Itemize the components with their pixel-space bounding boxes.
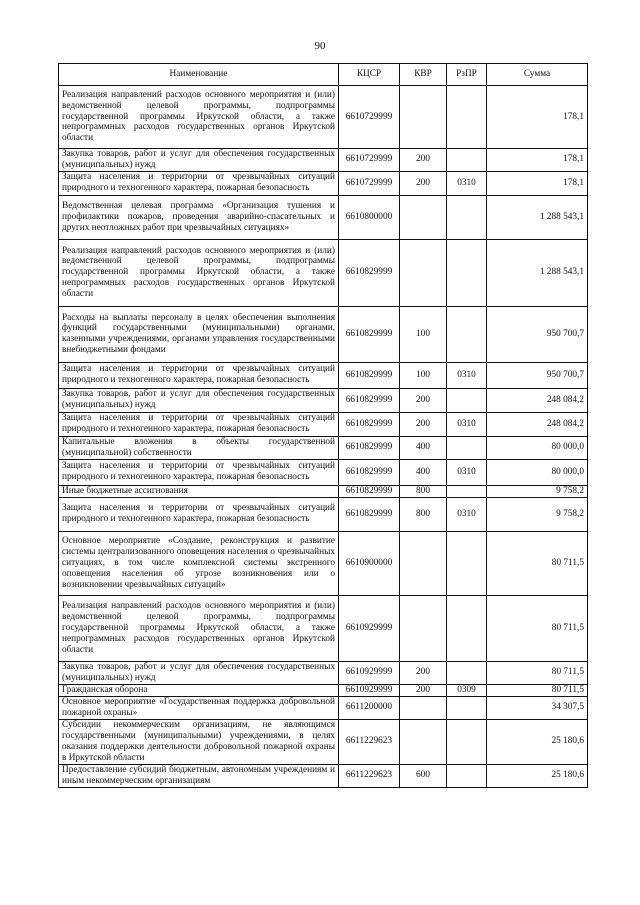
- row-rzpr: [447, 195, 487, 239]
- row-kvr: 100: [400, 362, 447, 388]
- row-rzpr: [447, 696, 487, 719]
- row-kvr: 800: [400, 497, 447, 531]
- table-row: [59, 764, 588, 787]
- table-row: [59, 306, 588, 362]
- row-kvr: 200: [400, 412, 447, 436]
- row-sum: 950 700,7: [487, 362, 588, 388]
- row-name: Иные бюджетные ассигнования: [59, 485, 339, 497]
- row-kvr: [400, 531, 447, 595]
- table-row: [59, 412, 588, 436]
- row-kcsr: 6610829999: [339, 388, 400, 412]
- row-rzpr: 0310: [447, 497, 487, 531]
- table-row: [59, 86, 588, 149]
- table-row: [59, 696, 588, 719]
- row-kcsr: 6610729999: [339, 171, 400, 195]
- row-kvr: 200: [400, 661, 447, 684]
- row-rzpr: 0310: [447, 171, 487, 195]
- row-kvr: 400: [400, 459, 447, 485]
- row-name: Защита населения и территории от чрезвычайных ситуаций природного и техногенного характера, пожарная безопасность: [59, 362, 339, 388]
- table-row: [59, 436, 588, 459]
- row-name: Капитальные вложения в объекты государственной (муниципальной) собственности: [59, 436, 339, 459]
- row-sum: 178,1: [487, 149, 588, 172]
- row-kcsr: 6610829999: [339, 362, 400, 388]
- row-name: Реализация направлений расходов основного мероприятия и (или) ведомственной целевой программы, подпрограммы государственной программы Иркутской области, а также непрограммных расходов государственных органов Иркутской области: [59, 239, 339, 306]
- table-row: [59, 661, 588, 684]
- row-sum: 1 288 543,1: [487, 239, 588, 306]
- row-kcsr: 6610829999: [339, 239, 400, 306]
- row-sum: 178,1: [487, 171, 588, 195]
- row-name: Закупка товаров, работ и услуг для обеспечения государственных (муниципальных) нужд: [59, 149, 339, 172]
- row-kvr: [400, 595, 447, 661]
- row-sum: 80 711,5: [487, 595, 588, 661]
- row-rzpr: [447, 306, 487, 362]
- row-kcsr: 6610829999: [339, 306, 400, 362]
- row-name: Реализация направлений расходов основного мероприятия и (или) ведомственной целевой программы, подпрограммы государственной программы Иркутской области, а также непрограммных расходов государственных органов Иркутской области: [59, 86, 339, 149]
- row-name: Ведомственная целевая программа «Организация тушения и профилактики пожаров, проведения аварийно-спасательных и других неотложных работ при чрезвычайных ситуациях»: [59, 195, 339, 239]
- row-rzpr: [447, 436, 487, 459]
- row-rzpr: [447, 595, 487, 661]
- row-kcsr: 6610829999: [339, 497, 400, 531]
- row-name: Защита населения и территории от чрезвычайных ситуаций природного и техногенного характера, пожарная безопасность: [59, 171, 339, 195]
- row-rzpr: 0309: [447, 684, 487, 696]
- row-sum: 9 758,2: [487, 497, 588, 531]
- row-sum: 80 000,0: [487, 436, 588, 459]
- header-kvr: КВР: [400, 64, 447, 86]
- header-sum: Сумма: [487, 64, 588, 86]
- row-sum: 248 084,2: [487, 388, 588, 412]
- row-rzpr: 0310: [447, 412, 487, 436]
- row-sum: 80 000,0: [487, 459, 588, 485]
- row-sum: 1 288 543,1: [487, 195, 588, 239]
- row-kvr: 600: [400, 764, 447, 787]
- row-name: Закупка товаров, работ и услуг для обеспечения государственных (муниципальных) нужд: [59, 388, 339, 412]
- row-kvr: 400: [400, 436, 447, 459]
- row-kvr: 100: [400, 306, 447, 362]
- row-kcsr: 6610929999: [339, 595, 400, 661]
- table-row: [59, 362, 588, 388]
- row-name: Основное мероприятие «Государственная поддержка добровольной пожарной охраны»: [59, 696, 339, 719]
- row-sum: 25 180,6: [487, 764, 588, 787]
- row-kvr: [400, 239, 447, 306]
- row-kvr: [400, 86, 447, 149]
- row-kvr: [400, 195, 447, 239]
- row-kcsr: 6611229623: [339, 719, 400, 764]
- row-sum: 950 700,7: [487, 306, 588, 362]
- table-row: [59, 195, 588, 239]
- row-kcsr: 6610929999: [339, 661, 400, 684]
- budget-table: [58, 63, 588, 788]
- table-row: [59, 595, 588, 661]
- row-name: Расходы на выплаты персоналу в целях обеспечения выполнения функций государственными (муниципальными) органами, казенными учреждениями, органами управления государственными внебюджетными фондами: [59, 306, 339, 362]
- row-sum: 248 084,2: [487, 412, 588, 436]
- row-rzpr: [447, 531, 487, 595]
- row-kcsr: 6610729999: [339, 149, 400, 172]
- row-rzpr: 0310: [447, 459, 487, 485]
- row-name: Субсидии некоммерческим организациям, не являющимся государственными (муниципальными) учреждениями, в целях оказания поддержки деятельности добровольной пожарной охраны в Иркутской области: [59, 719, 339, 764]
- row-rzpr: 0310: [447, 362, 487, 388]
- row-kcsr: 6610829999: [339, 436, 400, 459]
- table-row: [59, 171, 588, 195]
- row-sum: 178,1: [487, 86, 588, 149]
- row-rzpr: [447, 149, 487, 172]
- row-kvr: 200: [400, 149, 447, 172]
- row-rzpr: [447, 239, 487, 306]
- row-kvr: 200: [400, 388, 447, 412]
- row-name: Защита населения и территории от чрезвычайных ситуаций природного и техногенного характера, пожарная безопасность: [59, 459, 339, 485]
- table-row: [59, 149, 588, 172]
- row-kcsr: 6610800000: [339, 195, 400, 239]
- table-row: [59, 239, 588, 306]
- row-kvr: [400, 719, 447, 764]
- row-rzpr: [447, 86, 487, 149]
- row-kvr: 800: [400, 485, 447, 497]
- table-row: [59, 459, 588, 485]
- row-sum: 80 711,5: [487, 531, 588, 595]
- row-name: Реализация направлений расходов основного мероприятия и (или) ведомственной целевой программы, подпрограммы государственной программы Иркутской области, а также непрограммных расходов государственных органов Иркутской области: [59, 595, 339, 661]
- row-kcsr: 6610929999: [339, 684, 400, 696]
- row-kvr: 200: [400, 684, 447, 696]
- table-row: [59, 485, 588, 497]
- row-name: Защита населения и территории от чрезвычайных ситуаций природного и техногенного характера, пожарная безопасность: [59, 412, 339, 436]
- row-kcsr: 6611200000: [339, 696, 400, 719]
- row-rzpr: [447, 388, 487, 412]
- row-kcsr: 6611229623: [339, 764, 400, 787]
- row-name: Закупка товаров, работ и услуг для обеспечения государственных (муниципальных) нужд: [59, 661, 339, 684]
- row-rzpr: [447, 719, 487, 764]
- row-kvr: 200: [400, 171, 447, 195]
- row-kcsr: 6610829999: [339, 459, 400, 485]
- row-kcsr: 6610900000: [339, 531, 400, 595]
- row-sum: 9 758,2: [487, 485, 588, 497]
- table-row: [59, 388, 588, 412]
- row-rzpr: [447, 661, 487, 684]
- header-rzpr: РзПР: [447, 64, 487, 86]
- row-sum: 25 180,6: [487, 719, 588, 764]
- page-number: 90: [314, 40, 326, 52]
- row-name: Основное мероприятие «Создание, реконструкция и развитие системы централизованного оповещения населения о чрезвычайных ситуациях, в том числе комплексной системы экстренного оповещения населения об угрозе возникновения или о возникновении чрезвычайных ситуаций»: [59, 531, 339, 595]
- header-row: [59, 64, 588, 86]
- row-name: Защита населения и территории от чрезвычайных ситуаций природного и техногенного характера, пожарная безопасность: [59, 497, 339, 531]
- row-kcsr: 6610729999: [339, 86, 400, 149]
- row-rzpr: [447, 764, 487, 787]
- row-kcsr: 6610829999: [339, 485, 400, 497]
- table-row: [59, 684, 588, 696]
- table-row: [59, 531, 588, 595]
- table-row: [59, 497, 588, 531]
- table-row: [59, 719, 588, 764]
- row-sum: 80 711,5: [487, 661, 588, 684]
- row-kvr: [400, 696, 447, 719]
- row-sum: 80 711,5: [487, 684, 588, 696]
- row-name: Гражданская оборона: [59, 684, 339, 696]
- header-kcsr: КЦСР: [339, 64, 400, 86]
- row-name: Предоставление субсидий бюджетным, автономным учреждениям и иным некоммерческим организациям: [59, 764, 339, 787]
- row-sum: 34 307,5: [487, 696, 588, 719]
- header-name: Наименование: [59, 64, 339, 86]
- row-kcsr: 6610829999: [339, 412, 400, 436]
- row-rzpr: [447, 485, 487, 497]
